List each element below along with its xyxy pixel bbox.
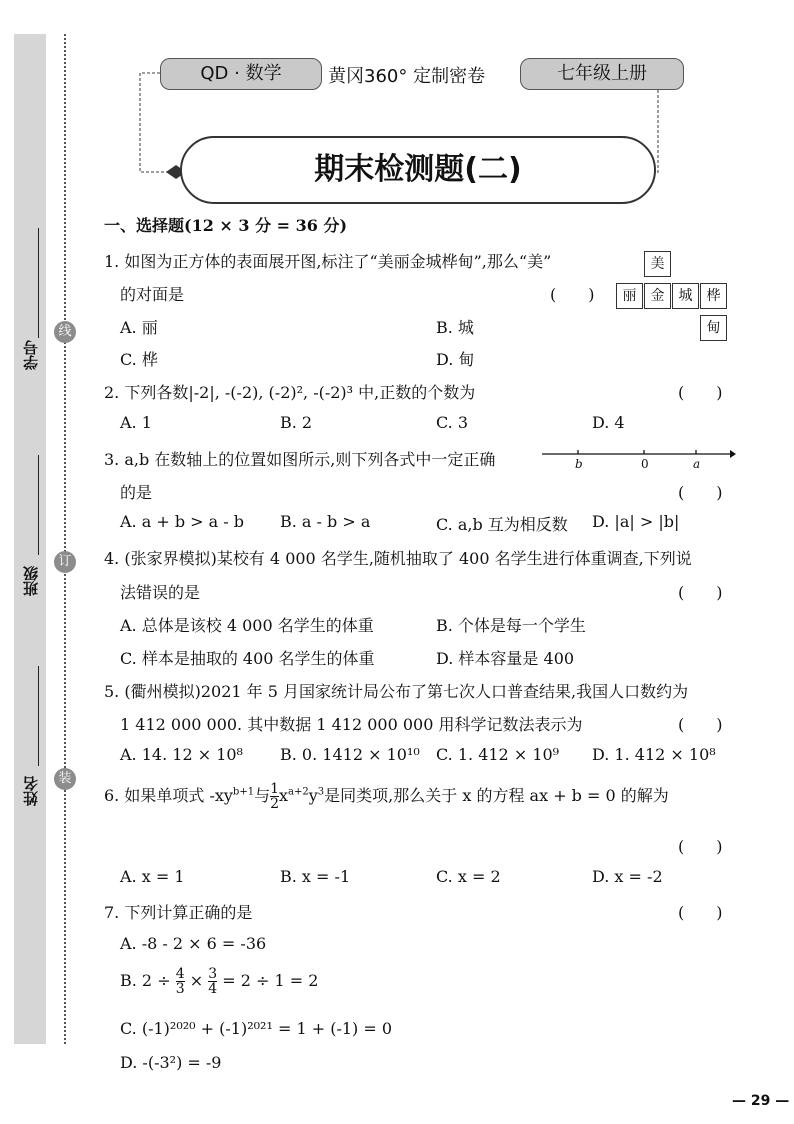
axis-label-b: b [575,457,583,471]
axis-label-zero: 0 [641,457,649,471]
q5-answer-blank[interactable]: ( ) [678,715,723,734]
student-id-label: 学号 [22,340,40,370]
page-number: — 29 — [732,1093,790,1109]
q4-option-a[interactable]: A. 总体是该校 4 000 名学生的体重 [120,616,374,635]
q1-option-c[interactable]: C. 桦 [120,350,158,369]
q4-answer-blank[interactable]: ( ) [678,583,723,602]
fraction-denominator: 2 [270,796,280,812]
q7-fraction [208,967,217,996]
q6-option-b[interactable]: B. x = -1 [280,867,351,886]
q4-stem: 4. (张家界模拟)某校有 4 000 名学生,随机抽取了 400 名学生进行体重调查,下列说 [104,549,692,568]
q7-option-a[interactable]: A. -8 - 2 × 6 = -36 [120,934,267,953]
net-cell: 金 [644,283,671,309]
q1-stem-2: 的对面是 [120,285,185,304]
q2-option-a[interactable]: A. 1 [120,413,152,432]
q3-stem-2: 的是 [120,483,153,502]
q4-option-c[interactable]: C. 样本是抽取的 400 名学生的体重 [120,649,375,668]
q5-option-d[interactable]: D. 1. 412 × 10⁸ [592,745,716,764]
q3-option-a[interactable]: A. a + b > a - b [120,512,245,531]
q4-stem-2: 法错误的是 [120,583,201,602]
q7-b-part: = 2 ÷ 1 = 2 [222,971,319,990]
axis-label-a: a [693,457,701,471]
q1-stem: 1. 如图为正方体的表面展开图,标注了“美丽金城桦甸”,那么“美” [104,252,552,271]
q6-answer-blank[interactable]: ( ) [678,837,723,856]
q4-option-d[interactable]: D. 样本容量是 400 [436,649,575,668]
q2-answer-blank[interactable]: ( ) [678,383,723,402]
q6-exponent: b+1 [232,786,255,798]
q2-stem: 2. 下列各数|-2|, -(-2), (-2)², -(-2)³ 中,正数的个数为 [104,383,476,402]
fraction-denominator: 3 [175,981,185,997]
q6-option-d[interactable]: D. x = -2 [592,867,663,886]
subject-badge: QD · 数学 [160,58,322,90]
binding-mark-xian: 线 [54,321,76,343]
q7-b-part: × [189,971,204,990]
net-cell: 桦 [700,283,727,309]
q6-stem-part: 6. 如果单项式 -xy [104,786,233,805]
q4-option-b[interactable]: B. 个体是每一个学生 [436,616,586,635]
q3-option-b[interactable]: B. a - b > a [280,512,371,531]
grade-badge: 七年级上册 [520,58,684,90]
q7-option-d[interactable]: D. -(-3²) = -9 [120,1053,222,1072]
number-line [542,444,736,474]
binding-mark-ding: 订 [54,551,76,573]
fraction-denominator: 4 [208,981,218,997]
class-label: 班级 [22,566,40,596]
q1-option-b[interactable]: B. 城 [436,318,474,337]
net-cell: 城 [672,283,699,309]
q2-option-b[interactable]: B. 2 [280,413,313,432]
q6-stem-part: 是同类项,那么关于 x 的方程 ax + b = 0 的解为 [324,786,669,805]
q1-option-a[interactable]: A. 丽 [120,318,158,337]
q5-stem: 5. (衢州模拟)2021 年 5 月国家统计局公布了第七次人口普查结果,我国人口数约为 [104,682,689,701]
name-label: 姓名 [22,776,40,806]
q6-stem-part: x [279,786,289,805]
q5-stem-2: 1 412 000 000. 其中数据 1 412 000 000 用科学记数法表示为 [120,715,583,734]
q5-option-c[interactable]: C. 1. 412 × 10⁹ [436,745,560,764]
q7-option-c[interactable]: C. (-1)²⁰²⁰ + (-1)²⁰²¹ = 1 + (-1) = 0 [120,1019,393,1038]
q5-option-b[interactable]: B. 0. 1412 × 10¹⁰ [280,745,420,764]
q7-stem: 7. 下列计算正确的是 [104,903,253,922]
fraction-numerator: 3 [208,966,218,982]
binding-strip [14,34,46,1044]
net-cell: 美 [644,251,671,277]
q1-option-d[interactable]: D. 甸 [436,350,475,369]
q7-fraction [176,967,185,996]
binding-mark-zhuang: 装 [54,768,76,790]
brand-title: 黄冈360° 定制密卷 [328,66,486,87]
q3-answer-blank[interactable]: ( ) [678,483,723,502]
q7-answer-blank[interactable]: ( ) [678,903,723,922]
cut-line [64,34,66,1044]
q6-stem [104,782,669,811]
q1-answer-blank[interactable]: ( ) [550,285,595,304]
q3-stem: 3. a,b 在数轴上的位置如图所示,则下列各式中一定正确 [104,450,496,469]
q6-option-a[interactable]: A. x = 1 [120,867,185,886]
q6-option-c[interactable]: C. x = 2 [436,867,501,886]
q2-option-c[interactable]: C. 3 [436,413,469,432]
q3-option-d[interactable]: D. |a| > |b| [592,512,680,531]
q6-fraction [270,782,279,811]
page-title: 期末检测题(二) [180,136,656,204]
q2-option-d[interactable]: D. 4 [592,413,625,432]
q3-option-c[interactable]: C. a,b 互为相反数 [436,515,568,534]
net-cell: 甸 [700,315,727,341]
student-id-line[interactable] [38,228,39,338]
q6-exponent: 3 [317,786,325,798]
q6-stem-part: y [308,786,318,805]
q5-option-a[interactable]: A. 14. 12 × 10⁸ [120,745,243,764]
q7-option-b[interactable] [120,967,318,996]
section-heading: 一、选择题(12 × 3 分 = 36 分) [104,216,348,235]
fraction-numerator: 1 [270,781,280,797]
fraction-numerator: 4 [175,966,185,982]
q6-exponent: a+2 [288,786,309,798]
class-line[interactable] [38,455,39,555]
q7-b-part: B. 2 ÷ [120,971,171,990]
name-line[interactable] [38,666,39,766]
q6-stem-part: 与 [254,786,271,805]
net-cell: 丽 [616,283,643,309]
